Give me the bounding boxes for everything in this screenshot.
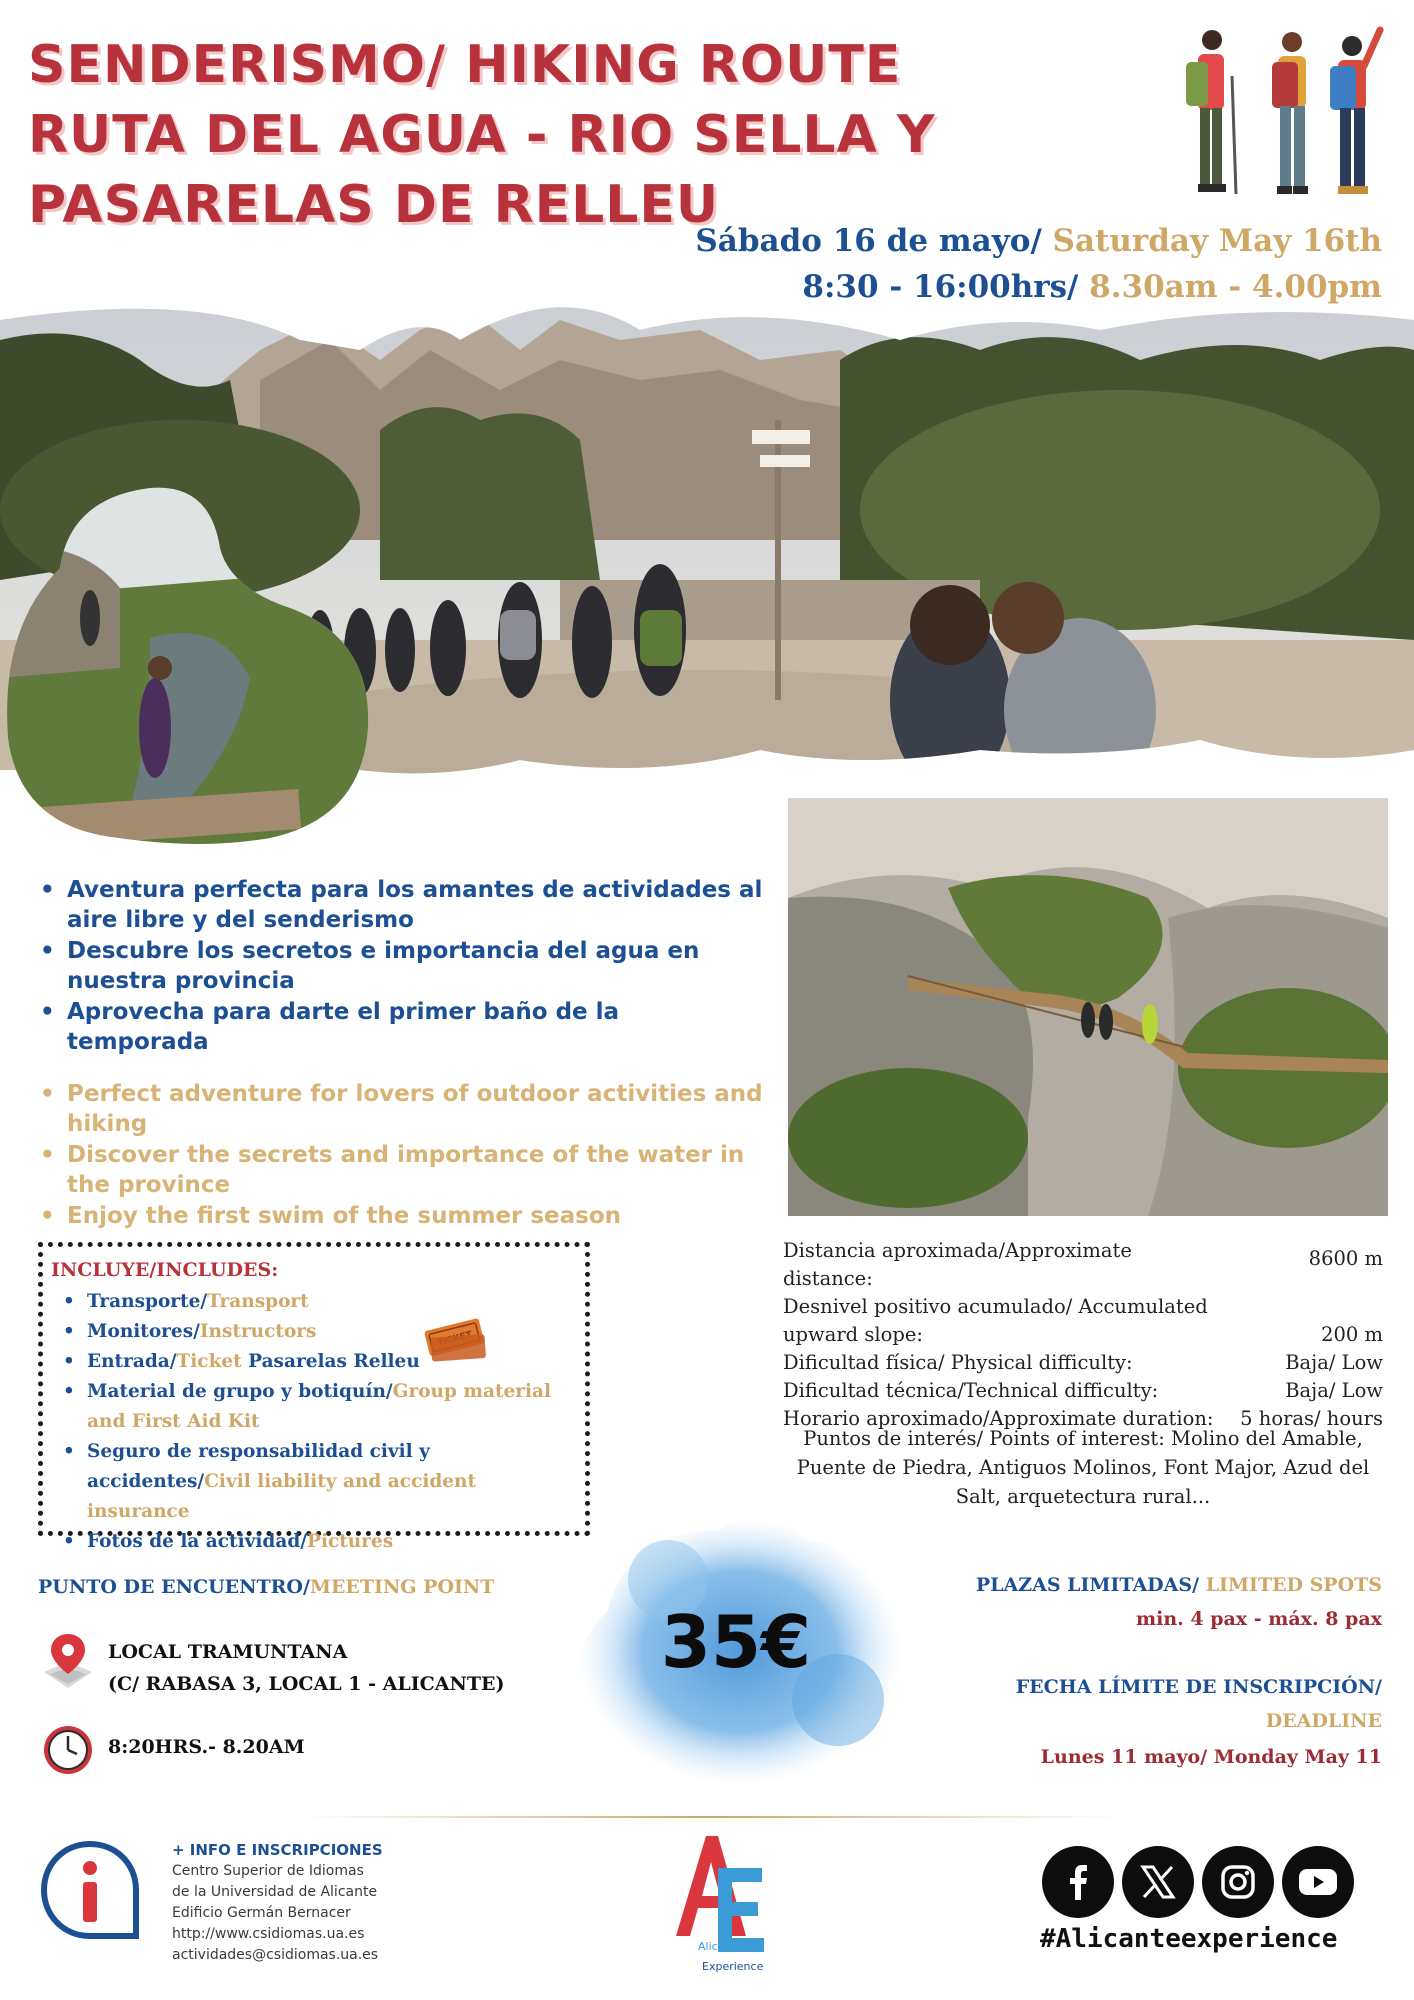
contact-line: de la Universidad de Alicante: [172, 1884, 378, 1900]
date-en: Saturday May 16th: [1041, 223, 1382, 259]
spec-value: 8600 m: [1308, 1247, 1383, 1270]
hikers-illustration: [1180, 26, 1390, 216]
meeting-place-name: LOCAL TRAMUNTANA: [108, 1641, 348, 1663]
spots-range: min. 4 pax - máx. 8 pax: [1136, 1608, 1382, 1630]
contact-info: [172, 1840, 383, 1966]
highlight-es-1: • Aventura perfecta para los amantes de actividades al aire libre y del senderismo: [36, 875, 766, 935]
include-item-ticket: [51, 1347, 573, 1377]
clock-icon: [42, 1724, 94, 1776]
highlight-es-3: • Aprovecha para darte el primer baño de la temporada: [36, 997, 766, 1057]
include-extra: Pasarelas Relleu: [241, 1351, 420, 1372]
meeting-title-en: MEETING POINT: [309, 1576, 495, 1598]
info-icon: [38, 1838, 142, 1948]
spec-label: Dificultad técnica/Technical difficulty:: [783, 1379, 1159, 1402]
highlights-es: [36, 875, 766, 1057]
includes-list: [51, 1287, 573, 1557]
spec-label: Dificultad física/ Physical difficulty:: [783, 1351, 1133, 1374]
include-es: Monitores/: [87, 1321, 200, 1342]
instagram-icon[interactable]: [1202, 1846, 1274, 1918]
include-item-insurance: [51, 1437, 573, 1527]
include-item-transport: [51, 1287, 573, 1317]
spec-label: Desnivel positivo acumulado/ Accumulated upward slope:: [783, 1295, 1208, 1346]
inset-photo-stream-crossing: [0, 478, 372, 850]
ticket-icon: [421, 1314, 491, 1366]
route-specs: [783, 1237, 1383, 1433]
spec-value: Baja/ Low: [1285, 1351, 1383, 1374]
map-pin-icon: [40, 1632, 96, 1694]
meeting-address: (C/ RABASA 3, LOCAL 1 - ALICANTE): [108, 1673, 505, 1695]
title-line-2: RUTA DEL AGUA - RIO SELLA Y: [28, 105, 936, 165]
time-en: 8.30am - 4.00pm: [1078, 269, 1382, 305]
highlight-en-2: • Discover the secrets and importance of the water in the province: [36, 1140, 766, 1200]
event-title: [28, 30, 936, 240]
spec-row-slope: [783, 1293, 1383, 1349]
spec-value: 200 m: [1321, 1323, 1383, 1346]
spec-label: Horario aproximado/Approximate duration:: [783, 1407, 1214, 1430]
contact-website[interactable]: http://www.csidiomas.ua.es: [172, 1926, 365, 1942]
facebook-icon[interactable]: [1042, 1846, 1114, 1918]
points-of-interest: Puntos de interés/ Points of interest: Molino del Amable, Puente de Piedra, Antiguos Molinos, Font Major, Azud del Salt, arquetectura rural...: [796, 1427, 1370, 1508]
deadline-title-es: FECHA LÍMITE DE INSCRIPCIÓN/: [1015, 1676, 1382, 1698]
include-es: Entrada/: [87, 1351, 177, 1372]
hashtag: #Alicanteexperience: [1040, 1924, 1338, 1954]
deadline-title-en: DEADLINE: [1265, 1710, 1382, 1732]
includes-title: INCLUYE/INCLUDES:: [51, 1259, 279, 1281]
title-line-1: SENDERISMO/ HIKING ROUTE: [28, 35, 902, 95]
includes-box: [38, 1242, 590, 1552]
spots-title-en: LIMITED SPOTS: [1199, 1574, 1382, 1596]
highlights-en: [36, 1079, 766, 1231]
include-en: Transport: [207, 1291, 309, 1312]
x-icon[interactable]: [1122, 1846, 1194, 1918]
bridge-photo-walkway: [788, 798, 1388, 1216]
contact-email[interactable]: actividades@csidiomas.ua.es: [172, 1947, 379, 1963]
include-en: Pictures: [307, 1531, 394, 1552]
event-date: [695, 218, 1382, 264]
include-en: Group material and First Aid Kit: [87, 1381, 552, 1432]
alicante-experience-logo: [668, 1826, 768, 1976]
include-es: Seguro de responsabilidad civil y accidentes/: [87, 1441, 430, 1492]
spec-row-distance: [783, 1237, 1383, 1293]
highlight-es-2: • Descubre los secretos e importancia del agua en nuestra provincia: [36, 936, 766, 996]
include-item-group-material: [51, 1377, 573, 1437]
footer-divider: [300, 1816, 1120, 1818]
spots-and-deadline: [962, 1568, 1382, 1776]
include-en: Instructors: [199, 1321, 317, 1342]
logo-text-bottom: Experience: [702, 1960, 764, 1973]
spec-value: Baja/ Low: [1285, 1379, 1383, 1402]
include-es: Transporte/: [87, 1291, 208, 1312]
include-item-pictures: [51, 1527, 573, 1557]
include-en: Ticket: [176, 1351, 242, 1372]
highlights: [36, 875, 766, 1232]
spec-row-physical-difficulty: [783, 1349, 1383, 1377]
spec-row-technical-difficulty: [783, 1377, 1383, 1405]
meeting-location: [108, 1636, 504, 1700]
price: 35€: [660, 1600, 812, 1684]
meeting-title-es: PUNTO DE ENCUENTRO/: [38, 1576, 310, 1598]
logo-text-top: Alicante: [698, 1940, 743, 1953]
spots-title-es: PLAZAS LIMITADAS/: [975, 1574, 1200, 1596]
include-item-instructors: [51, 1317, 573, 1347]
meeting-point-title: [38, 1576, 494, 1598]
social-links: [1042, 1846, 1354, 1918]
title-line-3: PASARELAS DE RELLEU: [28, 175, 720, 235]
deadline-date: Lunes 11 mayo/ Monday May 11: [1040, 1746, 1382, 1768]
contact-line: Centro Superior de Idiomas: [172, 1863, 364, 1879]
meeting-time: 8:20HRS.- 8.20AM: [108, 1736, 305, 1758]
highlight-en-3: • Enjoy the first swim of the summer season: [36, 1201, 766, 1231]
contact-head: + INFO E INSCRIPCIONES: [172, 1841, 383, 1859]
contact-line: Edificio Germán Bernacer: [172, 1905, 351, 1921]
spec-value: 5 horas/ hours: [1240, 1407, 1383, 1430]
youtube-icon[interactable]: [1282, 1846, 1354, 1918]
date-es: Sábado 16 de mayo/: [695, 223, 1042, 259]
time-es: 8:30 - 16:00hrs/: [802, 269, 1079, 305]
limited-spots-title: [962, 1568, 1382, 1602]
highlight-en-1: • Perfect adventure for lovers of outdoor activities and hiking: [36, 1079, 766, 1139]
include-es: Material de grupo y botiquín/: [87, 1381, 393, 1402]
spec-label: Distancia aproximada/Approximate distance:: [783, 1239, 1132, 1290]
include-en: Civil liability and accident insurance: [87, 1471, 477, 1522]
include-es: Fotos de la actividad/: [87, 1531, 308, 1552]
